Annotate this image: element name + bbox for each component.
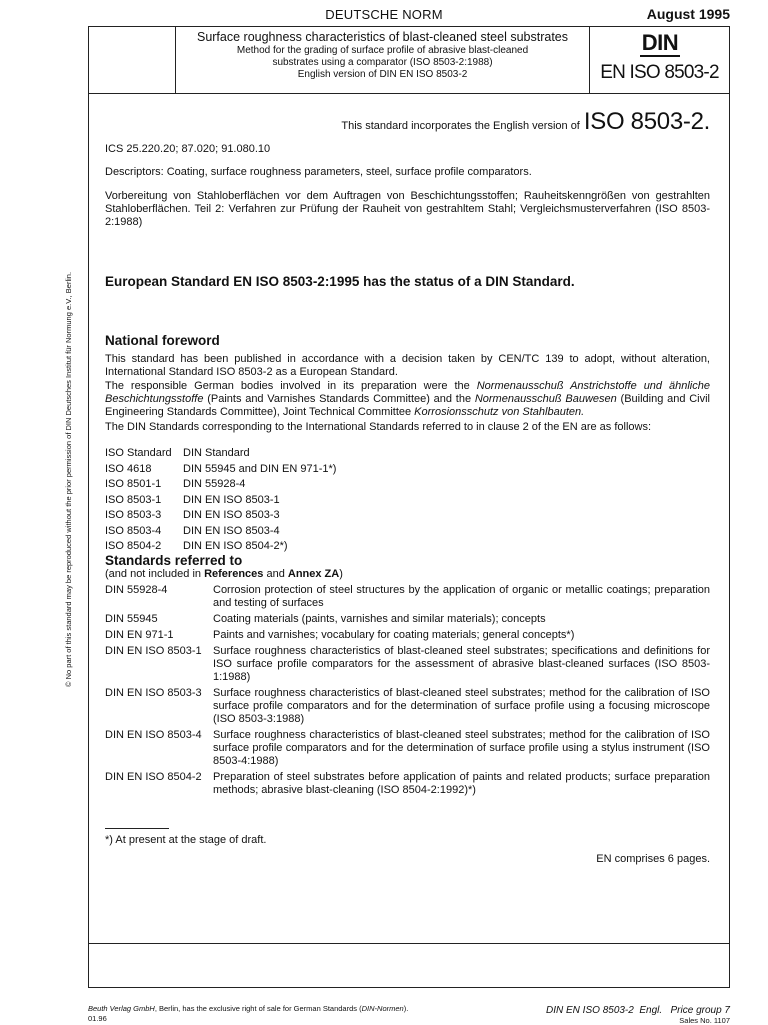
table-row xyxy=(105,508,336,524)
descriptors-line: Descriptors: Coating, surface roughness parameters, steel, surface profile comparators. xyxy=(105,166,532,178)
footer-reference xyxy=(546,1005,730,1025)
din-cell: DIN EN ISO 8503-1 xyxy=(183,493,280,506)
header-din-box xyxy=(589,27,729,93)
list-item xyxy=(105,729,710,768)
foreword-paragraph-1: This standard has been published in accordance with a decision taken by CEN/TC 139 to adopt, without alteration, International Standard ISO 8503-2 as a European Standard. xyxy=(105,353,710,378)
iso-cell: ISO 8503-4 xyxy=(105,524,162,537)
header-left-box xyxy=(89,27,176,93)
din-cell: DIN 55928-4 xyxy=(183,478,246,490)
note-references: References xyxy=(204,568,264,580)
reference-code: DIN EN 971-1 xyxy=(105,629,174,641)
table-row xyxy=(105,524,336,540)
publisher-din-normen: DIN-Normen xyxy=(361,1004,404,1013)
din-cell: DIN EN ISO 8503-4 xyxy=(183,524,280,537)
foreword-paragraph-2 xyxy=(105,380,710,419)
reference-title: Preparation of steel substrates before application of paints and related products; surface preparation methods; abrasive blast-cleaning (ISO 8504-2:1992)*) xyxy=(213,771,710,796)
iso-cell: ISO 8504-2 xyxy=(105,540,162,552)
reference-title: Surface roughness characteristics of blast-cleaned steel substrates; method for the calibration of ISO surface profile comparators and for the determination of surface profile using a focusing microscope (ISO 8503-3:1988) xyxy=(213,687,710,725)
table-row xyxy=(105,462,336,478)
foreword-paragraph-3: The DIN Standards corresponding to the International Standards referred to in clause 2 of the EN are as follows: xyxy=(105,421,652,433)
reference-title: Corrosion protection of steel structures by the application of organic or metallic coatings; preparation and testing of surfaces xyxy=(213,584,710,609)
publisher-name: Beuth Verlag GmbH xyxy=(88,1004,155,1013)
foreword-heading: National foreword xyxy=(105,333,220,348)
references-heading: Standards referred to xyxy=(105,553,243,568)
reference-code: DIN EN ISO 8503-3 xyxy=(105,687,202,699)
list-item xyxy=(105,687,710,726)
note-annex: Annex ZA xyxy=(287,568,340,580)
footnote-separator xyxy=(105,828,169,829)
foreword-p2-text-e: (Building and Civil Engineering Standards Committee), Joint Technical Committee xyxy=(105,393,710,418)
reference-code: DIN 55945 xyxy=(105,613,158,625)
footer-date: 01.96 xyxy=(88,1014,107,1023)
reference-code: DIN EN ISO 8503-4 xyxy=(105,729,202,741)
footer-ref-line: DIN EN ISO 8503-2 Engl. Price group 7 xyxy=(546,1005,730,1016)
note-text-c: and xyxy=(263,568,288,580)
list-item xyxy=(105,629,710,642)
header-title-block xyxy=(175,30,590,81)
reference-title: Surface roughness characteristics of blast-cleaned steel substrates; method for the calibration of ISO surface profile comparators and for the determination of surface profile using a stylus instrument (ISO 8503-4:1988) xyxy=(213,729,710,767)
sales-number: Sales No. 1107 xyxy=(679,1016,730,1025)
standard-subtitle-3: English version of DIN EN ISO 8503-2 xyxy=(297,69,468,80)
ics-line: ICS 25.220.20; 87.020; 91.080.10 xyxy=(105,143,271,155)
din-logo: DIN xyxy=(641,30,679,55)
note-text-e: ) xyxy=(339,568,343,580)
publisher-line xyxy=(88,1004,408,1014)
foreword-p2-text-a: The responsible German bodies involved in its preparation were the xyxy=(105,380,477,392)
iso-cell: ISO Standard xyxy=(105,447,172,459)
incorporation-line xyxy=(341,108,710,136)
list-item xyxy=(105,584,710,610)
iso-cell: ISO 8503-1 xyxy=(105,493,162,506)
din-cell: DIN 55945 and DIN EN 971-1*) xyxy=(183,462,337,475)
iso-number: ISO 8503-2. xyxy=(583,108,710,135)
list-item xyxy=(105,645,710,684)
references-list xyxy=(105,584,710,800)
standard-subtitle-1: Method for the grading of surface profile of abrasive blast-cleaned xyxy=(236,45,529,56)
references-note xyxy=(105,568,710,581)
header-divider xyxy=(89,93,729,94)
table-row xyxy=(105,477,336,493)
document-type: DEUTSCHE NORM xyxy=(325,7,443,22)
note-text-a: (and not included in xyxy=(105,568,205,580)
committee-name-building: Normenausschuß Bauwesen xyxy=(474,393,617,405)
standard-title: Surface roughness characteristics of blast-cleaned steel substrates xyxy=(196,30,569,44)
iso-cell: ISO 8503-3 xyxy=(105,509,162,521)
standard-number: EN ISO 8503-2 xyxy=(600,62,719,83)
publication-date: August 1995 xyxy=(646,6,730,22)
din-cell: DIN EN ISO 8504-2*) xyxy=(183,540,288,552)
din-cell: DIN EN ISO 8503-3 xyxy=(183,509,280,521)
din-cell: DIN Standard xyxy=(183,447,250,459)
reference-code: DIN EN ISO 8504-2 xyxy=(105,771,202,783)
reference-title: Coating materials (paints, varnishes and similar materials); concepts xyxy=(213,613,546,625)
list-item xyxy=(105,613,710,626)
table-row xyxy=(105,493,336,509)
table-row xyxy=(105,446,336,462)
publisher-text: , Berlin, has the exclusive right of sale for German Standards ( xyxy=(154,1004,362,1013)
correspondence-table xyxy=(105,446,336,555)
status-heading: European Standard EN ISO 8503-2:1995 has the status of a DIN Standard. xyxy=(105,274,575,289)
reference-title: Paints and varnishes; vocabulary for coating materials; general concepts*) xyxy=(213,629,575,641)
committee-name-corrosion: Korrosionsschutz von Stahlbauten. xyxy=(414,406,585,418)
copyright-notice: © No part of this standard may be reproduced without the prior permission of DIN Deutsches Institut für Normung e.V., Berlin. xyxy=(64,271,73,687)
standard-subtitle-2: substrates using a comparator (ISO 8503-2:1988) xyxy=(272,57,493,68)
german-title: Vorbereitung von Stahloberflächen vor dem Auftragen von Beschichtungsstoffen; Rauheitskenngrößen von gestrahlten Stahloberflächen. Teil 2: Verfahren zur Prüfung der Rauheit von gestrahltem Stahl; Vergleichsmusterverfahren (ISO 8503-2:1988) xyxy=(105,190,710,228)
page-count: EN comprises 6 pages. xyxy=(596,853,710,865)
reference-title: Surface roughness characteristics of blast-cleaned steel substrates; specifications and definitions for ISO surface profile comparators for the assessment of abrasive blast-cleaned surfaces (ISO 8503-1:1988) xyxy=(213,645,710,683)
foreword-p2-text-c: (Paints and Varnishes Standards Committee) and the xyxy=(203,393,475,405)
committee-name-paints: Normenausschuß Anstrichstoffe und ähnliche Beschichtungsstoffe xyxy=(105,380,710,405)
footer-divider xyxy=(89,943,729,944)
footer-publisher xyxy=(88,1004,408,1024)
publisher-end: ). xyxy=(403,1004,409,1013)
reference-code: DIN 55928-4 xyxy=(105,584,168,596)
list-item xyxy=(105,771,710,797)
footnote: *) At present at the stage of draft. xyxy=(105,834,267,846)
iso-cell: ISO 4618 xyxy=(105,462,152,475)
iso-cell: ISO 8501-1 xyxy=(105,478,162,490)
incorporation-text: This standard incorporates the English version of xyxy=(341,120,580,132)
reference-code: DIN EN ISO 8503-1 xyxy=(105,645,202,657)
